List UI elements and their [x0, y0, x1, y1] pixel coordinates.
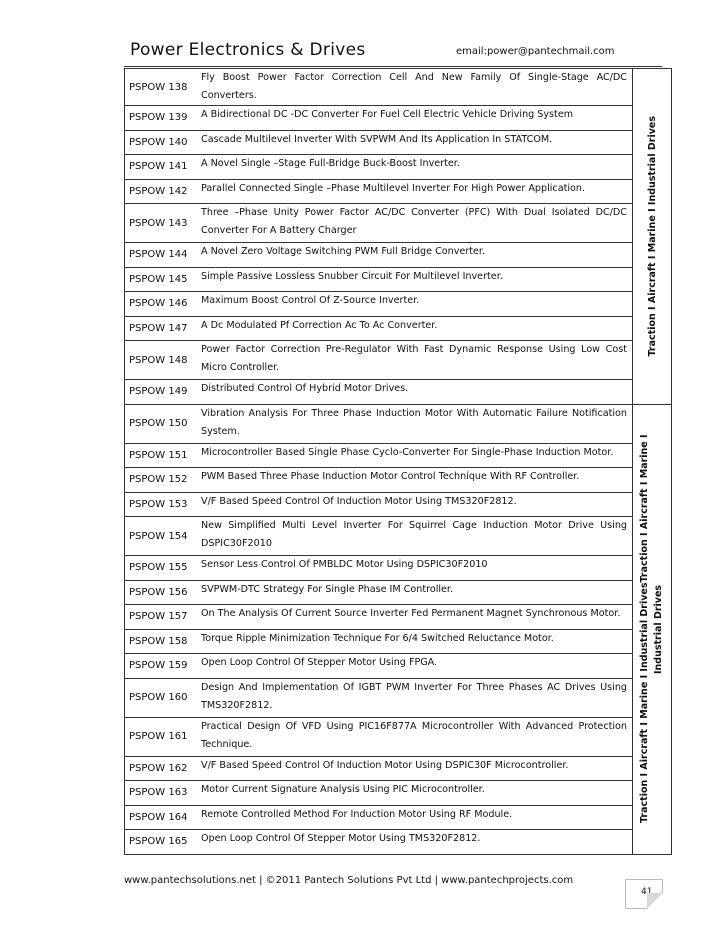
project-title: A Bidirectional DC -DC Converter For Fuel Cell Electric Vehicle Driving System: [199, 106, 633, 131]
table-row: [125, 267, 672, 292]
header-email: email:power@pantechmail.com: [456, 46, 615, 57]
project-code: PSPOW 152: [125, 468, 200, 493]
table-row: [125, 805, 672, 830]
project-title: A Dc Modulated Pf Correction Ac To Ac Converter.: [199, 316, 633, 341]
project-title: Cascade Multilevel Inverter With SVPWM And Its Application In STATCOM.: [199, 130, 633, 155]
project-code: PSPOW 154: [125, 517, 200, 556]
page-header-title: Power Electronics & Drives: [130, 40, 366, 60]
project-title: Three –Phase Unity Power Factor AC/DC Converter (PFC) With Dual Isolated DC/DC Converter For A Battery Charger: [199, 204, 633, 243]
project-title: Practical Design Of VFD Using PIC16F877A Microcontroller With Advanced Protection Technique.: [199, 717, 633, 756]
project-code: PSPOW 143: [125, 204, 200, 243]
project-title: V/F Based Speed Control Of Induction Motor Using DSPIC30F Microcontroller.: [199, 756, 633, 781]
project-title: Motor Current Signature Analysis Using PIC Microcontroller.: [199, 781, 633, 806]
table-row: [125, 605, 672, 630]
project-title: Maximum Boost Control Of Z-Source Inverter.: [199, 292, 633, 317]
table-row: [125, 106, 672, 131]
table-row: [125, 130, 672, 155]
table-row: [125, 678, 672, 717]
project-code: PSPOW 141: [125, 155, 200, 180]
project-title: New Simplified Multi Level Inverter For Squirrel Cage Induction Motor Drive Using DSPIC30F2010: [199, 517, 633, 556]
table-row: [125, 830, 672, 855]
table-row: [125, 179, 672, 204]
vertical-category-label: Traction I Aircraft I Marine I Industrial DrivesTraction I Aircraft I Marine I Industrial Drives: [639, 434, 664, 824]
project-code: PSPOW 146: [125, 292, 200, 317]
project-code: PSPOW 140: [125, 130, 200, 155]
project-title: PWM Based Three Phase Induction Motor Control Technique With RF Controller.: [199, 468, 633, 493]
project-title: Microcontroller Based Single Phase Cyclo-Converter For Single-Phase Induction Motor.: [199, 443, 633, 468]
project-title: Fly Boost Power Factor Correction Cell And New Family Of Single-Stage AC/DC Converters.: [199, 69, 633, 106]
table-row: [125, 380, 672, 405]
table-row: [125, 204, 672, 243]
table-row: [125, 629, 672, 654]
table-row: [125, 443, 672, 468]
project-title: Open Loop Control Of Stepper Motor Using TMS320F2812.: [199, 830, 633, 855]
footer-text: www.pantechsolutions.net | ©2011 Pantech Solutions Pvt Ltd | www.pantechprojects.com: [124, 875, 574, 886]
side-label-cell-second: [633, 404, 672, 854]
side-label-cell-first: [633, 69, 672, 405]
project-code: PSPOW 156: [125, 580, 200, 605]
project-title: Distributed Control Of Hybrid Motor Drives.: [199, 380, 633, 405]
table-row: [125, 781, 672, 806]
project-code: PSPOW 153: [125, 492, 200, 517]
project-code: PSPOW 151: [125, 443, 200, 468]
project-code: PSPOW 163: [125, 781, 200, 806]
project-code: PSPOW 138: [125, 69, 200, 106]
project-title: Simple Passive Lossless Snubber Circuit For Multilevel Inverter.: [199, 267, 633, 292]
table-row: [125, 316, 672, 341]
project-code: PSPOW 162: [125, 756, 200, 781]
table-row: [125, 517, 672, 556]
project-code: PSPOW 155: [125, 556, 200, 581]
table-row: [125, 341, 672, 380]
project-code: PSPOW 145: [125, 267, 200, 292]
project-title: A Novel Zero Voltage Switching PWM Full Bridge Converter.: [199, 243, 633, 268]
project-code: PSPOW 142: [125, 179, 200, 204]
project-title: V/F Based Speed Control Of Induction Motor Using TMS320F2812.: [199, 492, 633, 517]
project-code: PSPOW 159: [125, 654, 200, 679]
page-number-box: [625, 879, 663, 909]
project-code: PSPOW 150: [125, 404, 200, 443]
table-row: [125, 492, 672, 517]
project-title: A Novel Single –Stage Full-Bridge Buck-Boost Inverter.: [199, 155, 633, 180]
project-code: PSPOW 139: [125, 106, 200, 131]
table-row: [125, 468, 672, 493]
table-row: [125, 580, 672, 605]
project-title: Remote Controlled Method For Induction Motor Using RF Module.: [199, 805, 633, 830]
table-row: [125, 654, 672, 679]
project-code: PSPOW 147: [125, 316, 200, 341]
project-code: PSPOW 148: [125, 341, 200, 380]
project-title: Sensor Less Control Of PMBLDC Motor Using DSPIC30F2010: [199, 556, 633, 581]
project-code: PSPOW 165: [125, 830, 200, 855]
table-row: [125, 243, 672, 268]
page-number: 41: [641, 887, 653, 897]
page-curl-decoration: [647, 893, 663, 909]
table-row: [125, 556, 672, 581]
table-row: [125, 717, 672, 756]
project-table: [124, 68, 672, 855]
table-row: [125, 69, 672, 106]
project-code: PSPOW 157: [125, 605, 200, 630]
project-title: Open Loop Control Of Stepper Motor Using FPGA.: [199, 654, 633, 679]
project-title: Parallel Connected Single –Phase Multilevel Inverter For High Power Application.: [199, 179, 633, 204]
project-title: Vibration Analysis For Three Phase Induction Motor With Automatic Failure Notification System.: [199, 404, 633, 443]
table-row: [125, 756, 672, 781]
project-code: PSPOW 161: [125, 717, 200, 756]
table-row: [125, 155, 672, 180]
project-table-body: [125, 69, 672, 855]
project-title: On The Analysis Of Current Source Inverter Fed Permanent Magnet Synchronous Motor.: [199, 605, 633, 630]
project-code: PSPOW 160: [125, 678, 200, 717]
vertical-category-label: Traction I Aircraft I Marine I Industrial Drives: [646, 116, 658, 357]
project-title: Torque Ripple Minimization Technique For 6/4 Switched Reluctance Motor.: [199, 629, 633, 654]
project-code: PSPOW 149: [125, 380, 200, 405]
project-code: PSPOW 144: [125, 243, 200, 268]
header-rule: [124, 66, 662, 67]
project-title: Power Factor Correction Pre-Regulator With Fast Dynamic Response Using Low Cost Micro Controller.: [199, 341, 633, 380]
project-title: Design And Implementation Of IGBT PWM Inverter For Three Phases AC Drives Using TMS320F2812.: [199, 678, 633, 717]
table-row: [125, 292, 672, 317]
table-row: [125, 404, 672, 443]
project-code: PSPOW 164: [125, 805, 200, 830]
project-title: SVPWM-DTC Strategy For Single Phase IM Controller.: [199, 580, 633, 605]
project-code: PSPOW 158: [125, 629, 200, 654]
